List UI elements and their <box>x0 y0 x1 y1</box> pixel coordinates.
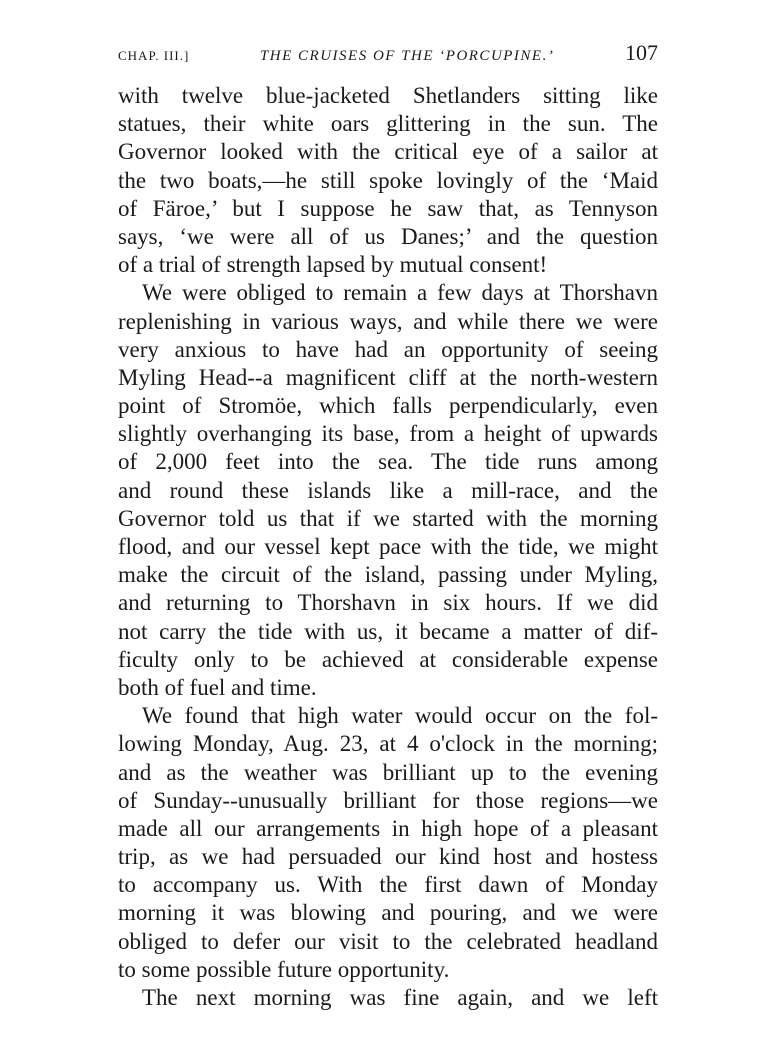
text-line: the two boats,—he still spoke lovingly of the ‘Maid <box>118 167 658 193</box>
text-line: trip, as we had persuaded our kind host and hostess <box>118 844 658 870</box>
text-line: very anxious to have had an opportunity of seeing <box>118 336 658 362</box>
text-line: Governor told us that if we started with the morning <box>118 505 658 531</box>
text-line: says, ‘we were all of us Danes;’ and the question <box>118 223 658 249</box>
text-line: replenishing in various ways, and while there we were <box>118 308 658 334</box>
text-line: and as the weather was brilliant up to the evening <box>118 759 658 785</box>
text-line: and round these islands like a mill-race, and the <box>118 477 658 503</box>
text-line: point of Stromöe, which falls perpendicularly, even <box>118 393 658 419</box>
text-line: of Sunday--unusually brilliant for those regions—we <box>118 787 658 813</box>
text-line: and returning to Thorshavn in six hours. If we did <box>118 590 658 616</box>
text-line: morning it was blowing and pouring, and we were <box>118 900 658 926</box>
text-line: made all our arrangements in high hope of a pleasant <box>118 815 658 841</box>
text-line: slightly overhanging its base, from a height of upwards <box>118 421 658 447</box>
page-number: 107 <box>624 40 658 65</box>
text-line: statues, their white oars glittering in the sun. The <box>118 111 658 137</box>
text-line: obliged to defer our visit to the celebrated headland <box>118 928 658 954</box>
text-line: both of fuel and time. <box>118 674 317 700</box>
text-line: to some possible future opportunity. <box>118 956 450 982</box>
text-line: flood, and our vessel kept pace with the tide, we might <box>118 534 658 559</box>
text-line: not carry the tide with us, it became a matter of dif- <box>118 618 658 644</box>
body-text <box>118 82 658 1012</box>
text-line: We were obliged to remain a few days at Thorshavn <box>142 280 658 306</box>
chapter-marker: CHAP. III.] <box>118 48 190 63</box>
text-line: of Färoe,’ but I suppose he saw that, as Tennyson <box>118 195 658 221</box>
text-line: lowing Monday, Aug. 23, at 4 o'clock in the morning; <box>118 731 658 757</box>
book-page <box>118 40 658 1012</box>
text-line: ficulty only to be achieved at considerable expense <box>118 646 658 672</box>
text-line: We found that high water would occur on the fol- <box>142 703 658 729</box>
text-line: make the circuit of the island, passing under Myling, <box>118 562 658 588</box>
text-line: of a trial of strength lapsed by mutual consent! <box>118 252 548 278</box>
text-line: with twelve blue-jacketed Shetlanders sitting like <box>118 83 658 108</box>
text-line: Governor looked with the critical eye of a sailor at <box>118 139 658 165</box>
text-line: Myling Head--a magnificent cliff at the north-western <box>118 364 658 390</box>
running-title: THE CRUISES OF THE ‘PORCUPINE.’ <box>259 48 555 64</box>
text-line: The next morning was fine again, and we left <box>142 985 658 1010</box>
text-line: of 2,000 feet into the sea. The tide runs among <box>118 449 658 475</box>
text-line: to accompany us. With the first dawn of Monday <box>118 872 658 898</box>
running-head <box>118 40 658 74</box>
